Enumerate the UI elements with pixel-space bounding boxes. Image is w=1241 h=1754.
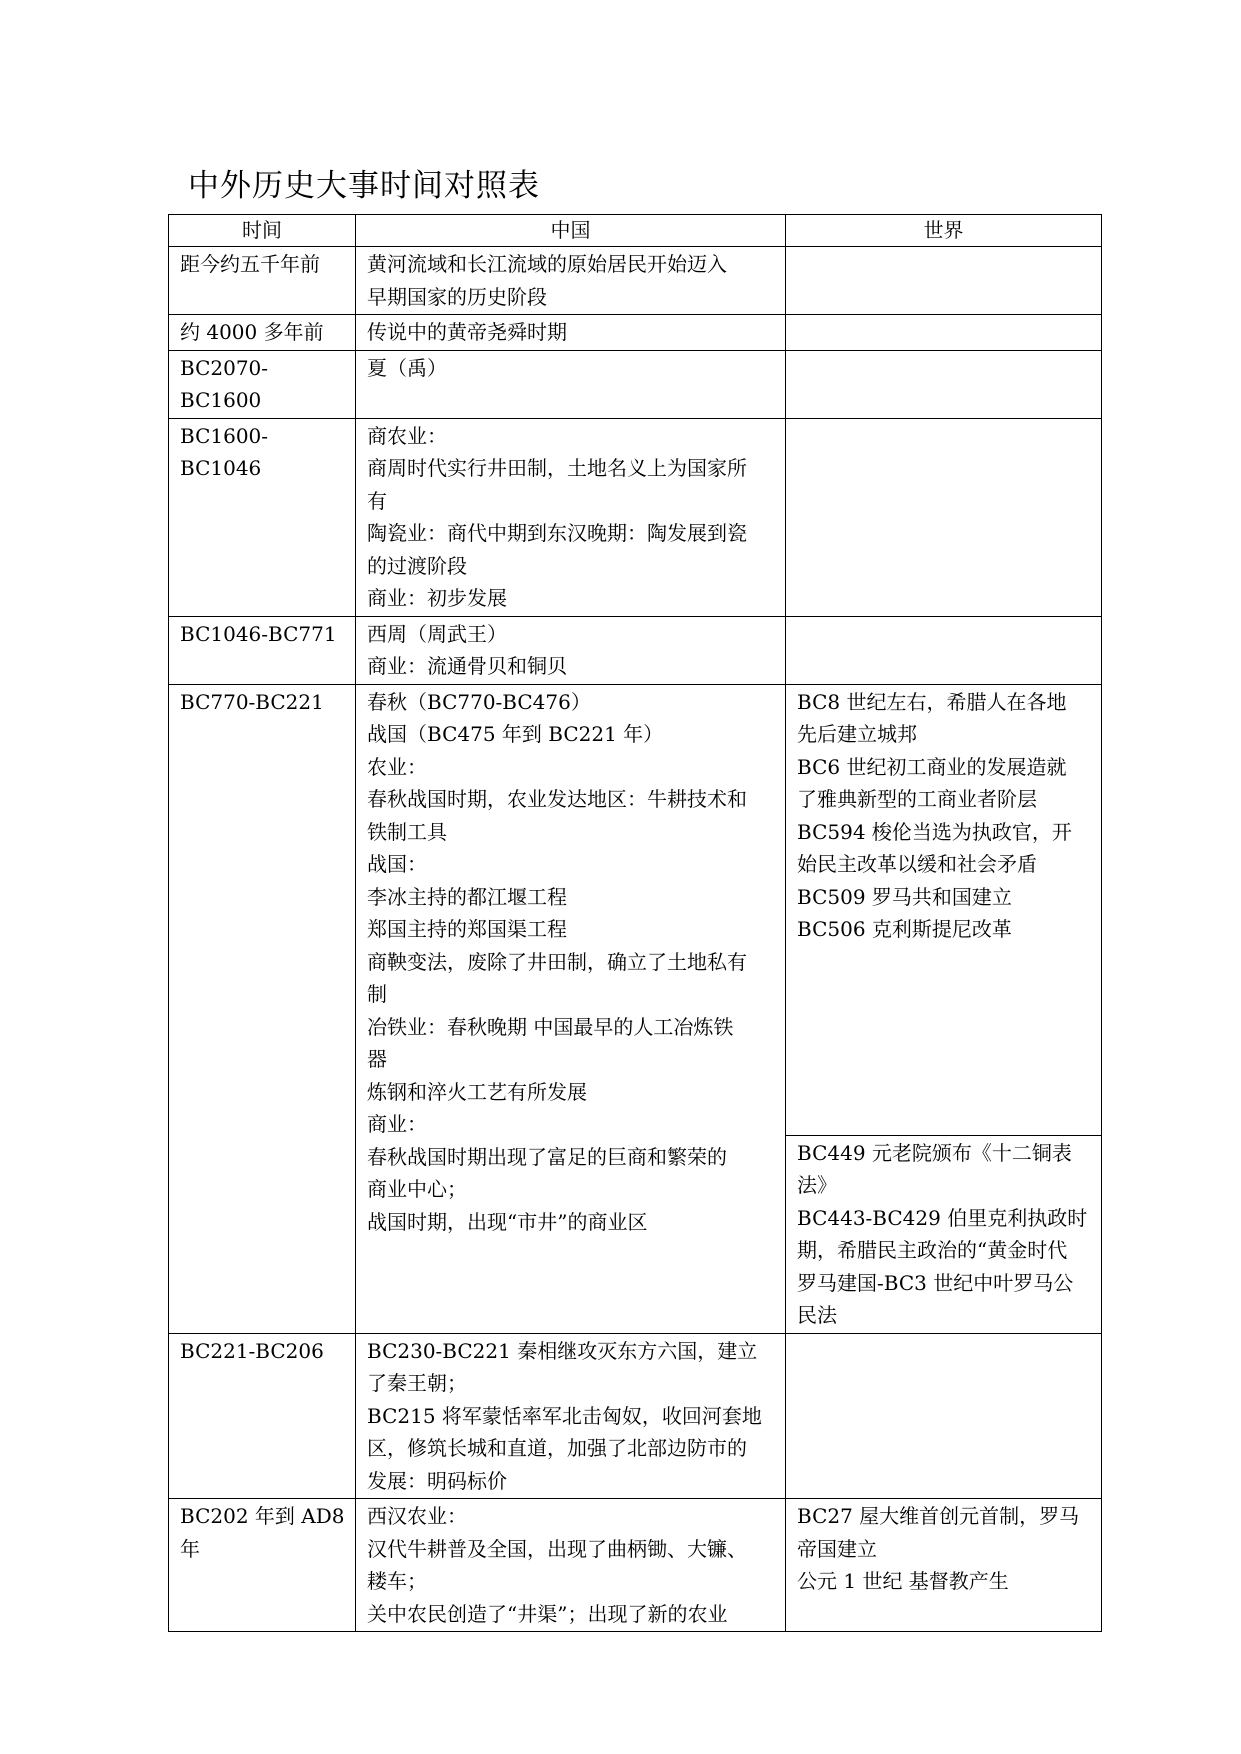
cell-time [169,684,356,1333]
header-time: 时间 [169,215,356,247]
cell-time [169,1499,356,1632]
cell-line: 商业中心； [367,1177,467,1201]
header-china: 中国 [356,215,786,247]
table-body [169,247,1102,1632]
cell-world [786,684,1102,1333]
cell-line: 距今约五千年前 [180,252,320,276]
cell-line: BC594 梭伦当选为执政官，开 [797,819,1072,844]
cell-line: 战国： [367,852,427,876]
cell-line: BC506 克利斯提尼改革 [797,917,1012,941]
cell-china [356,315,786,351]
cell-world [786,418,1102,616]
cell-line: 商业： [367,1112,427,1136]
cell-line: 民法 [797,1303,837,1327]
cell-world [786,1499,1102,1632]
cell-world [786,315,1102,351]
cell-china [356,418,786,616]
table-row [169,616,1102,684]
cell-line: 约 4000 多年前 [180,320,324,344]
table-row [169,350,1102,418]
table-row [169,684,1102,1333]
cell-line: 有 [367,488,387,513]
cell-china [356,1499,786,1632]
cell-line: BC8 世纪左右，希腊人在各地 [797,689,1067,714]
cell-line: 传说中的黄帝尧舜时期 [367,320,567,344]
cell-line: 农业： [367,754,427,779]
cell-line: 炼钢和淬火工艺有所发展 [367,1079,587,1104]
cell-time [169,1333,356,1499]
cell-line: 先后建立城邦 [797,722,917,746]
cell-line: 商业：初步发展 [367,586,507,610]
table-row [169,315,1102,351]
cell-china [356,684,786,1333]
cell-line: BC1600-BC1046 [180,423,269,480]
cell-line: 战国时期，出现“市井”的商业区 [367,1209,648,1234]
cell-line: 公元 1 世纪 基督教产生 [797,1569,1009,1593]
cell-line: 帝国建立 [797,1536,877,1561]
cell-line: 罗马建国-BC3 世纪中叶罗马公 [797,1270,1074,1295]
cell-line: BC215 将军蒙恬率军北击匈奴，收回河套地 [367,1403,762,1428]
cell-line: 战国（BC475 年到 BC221 年） [367,722,664,746]
cell-line: 商业：流通骨贝和铜贝 [367,654,567,678]
cell-line: 区，修筑长城和直道，加强了北部边防市的 [367,1436,747,1460]
page-title: 中外历史大事时间对照表 [188,168,540,204]
cell-line: 关中农民创造了“井渠”；出现了新的农业 [367,1601,728,1626]
cell-time [169,350,356,418]
cell-world-part [786,685,1101,1136]
cell-world [786,247,1102,315]
table-row [169,1333,1102,1499]
cell-line: BC2070-BC1600 [180,355,269,412]
cell-line: 始民主改革以缓和社会矛盾 [797,852,1037,876]
cell-world [786,350,1102,418]
cell-line: 汉代牛耕普及全国，出现了曲柄锄、大镰、 [367,1536,747,1561]
cell-china [356,1333,786,1499]
cell-line: 了雅典新型的工商业者阶层 [797,787,1037,811]
cell-line: BC770-BC221 [180,689,324,714]
cell-line: 制 [367,982,387,1006]
cell-line: BC27 屋大维首创元首制，罗马 [797,1504,1080,1528]
cell-world [786,616,1102,684]
cell-line: 李冰主持的都江堰工程 [367,884,567,909]
cell-line: 早期国家的历史阶段 [367,284,547,309]
cell-line: 春秋战国时期出现了富足的巨商和繁荣的 [367,1144,727,1169]
cell-line: 陶瓷业：商代中期到东汉晚期：陶发展到瓷 [367,521,747,545]
cell-time [169,616,356,684]
cell-china [356,616,786,684]
cell-line: BC202 年到 AD8 [180,1504,345,1528]
cell-line: 法》 [797,1173,837,1197]
cell-line: BC509 罗马共和国建立 [797,884,1012,909]
cell-line: BC230-BC221 秦相继攻灭东方六国，建立 [367,1338,758,1363]
cell-line: 期，希腊民主政治的“黄金时代 [797,1238,1068,1262]
cell-line: 西汉农业： [367,1504,467,1528]
history-table [168,214,1102,1632]
cell-line: 商周时代实行井田制，土地名义上为国家所 [367,456,747,480]
cell-line: 冶铁业：春秋晚期 中国最早的人工冶炼铁 [367,1014,734,1039]
cell-line: BC449 元老院颁布《十二铜表 [797,1140,1072,1165]
cell-line: BC443-BC429 伯里克利执政时 [797,1205,1088,1230]
cell-china [356,350,786,418]
cell-line: 郑国主持的郑国渠工程 [367,917,567,941]
cell-line: BC1046-BC771 [180,621,337,646]
table-row [169,247,1102,315]
cell-world [786,1333,1102,1499]
cell-time [169,247,356,315]
cell-line: 了秦王朝； [367,1371,467,1395]
cell-line: 夏（禹） [367,355,447,380]
cell-line: 西周（周武王） [367,621,507,646]
table-row [169,1499,1102,1632]
cell-line: 铁制工具 [367,819,447,844]
cell-line: 商鞅变法，废除了井田制，确立了土地私有 [367,949,747,974]
cell-world-part [786,1136,1101,1333]
header-world: 世界 [786,215,1102,247]
cell-line: 商农业： [367,423,447,448]
cell-line: 黄河流域和长江流域的原始居民开始迈入 [367,252,727,276]
cell-line: 春秋战国时期，农业发达地区：牛耕技术和 [367,787,747,811]
cell-line: 年 [180,1536,200,1561]
cell-line: BC221-BC206 [180,1338,324,1363]
cell-time [169,315,356,351]
table-row [169,418,1102,616]
cell-line: 发展：明码标价 [367,1468,507,1493]
cell-china [356,247,786,315]
header-row [169,215,1102,247]
cell-line: BC6 世纪初工商业的发展造就 [797,754,1067,779]
cell-line: 春秋（BC770-BC476） [367,689,591,714]
cell-line: 耧车； [367,1569,427,1593]
cell-line: 器 [367,1047,387,1071]
cell-line: 的过渡阶段 [367,553,467,578]
cell-time [169,418,356,616]
